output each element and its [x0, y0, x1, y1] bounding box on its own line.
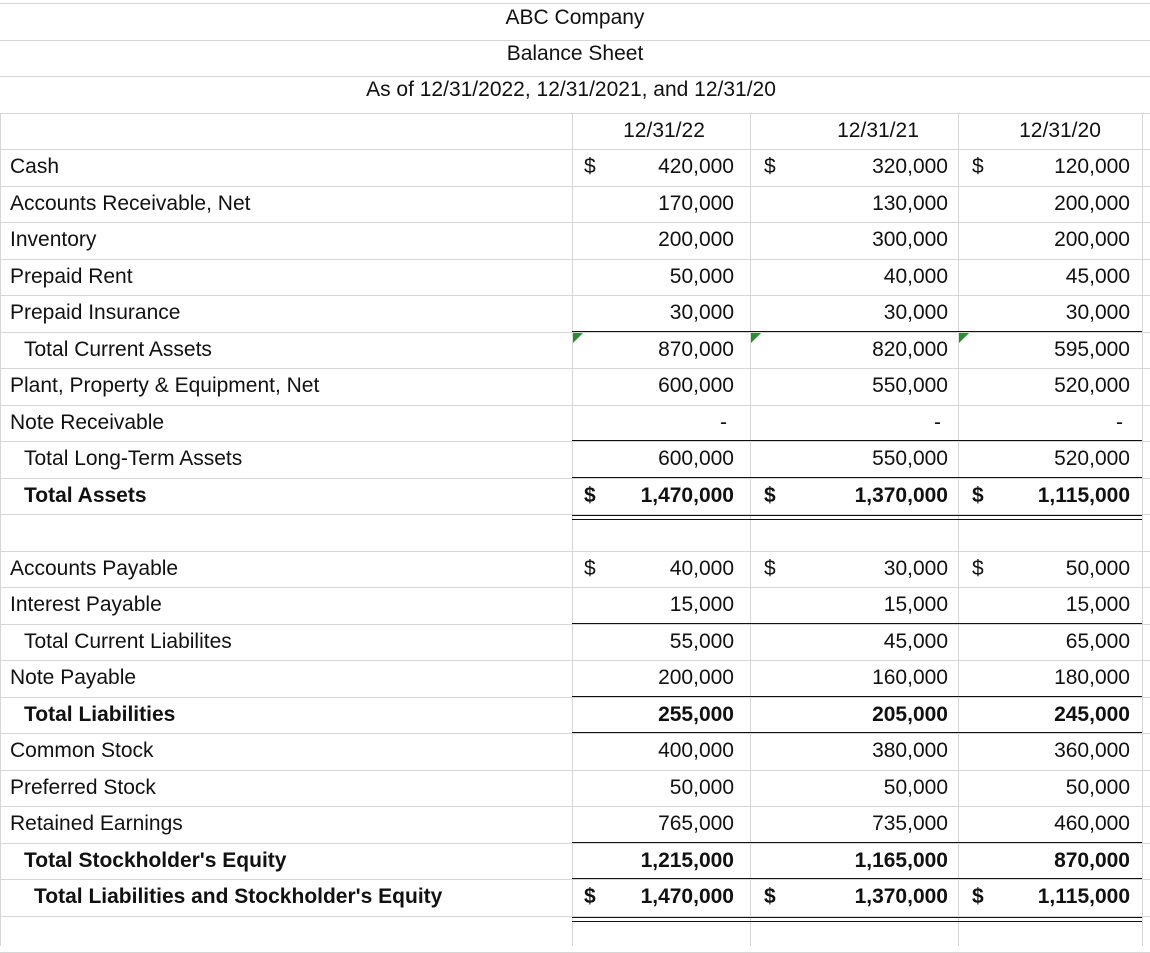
dollar-sign: $: [764, 484, 776, 507]
amount-cell: 180,000: [1054, 666, 1130, 689]
amount-cell: 1,370,000: [854, 885, 948, 908]
amount-cell: 550,000: [872, 447, 948, 470]
amount-cell: 420,000: [658, 155, 734, 178]
dollar-sign: $: [584, 557, 596, 580]
total-rule: [750, 732, 958, 733]
row-label: Preferred Stock: [10, 776, 156, 799]
total-rule: [958, 732, 1142, 733]
dollar-sign: $: [972, 155, 984, 178]
amount-cell: -: [720, 411, 727, 434]
amount-cell: 160,000: [872, 666, 948, 689]
row-label: Accounts Payable: [10, 557, 179, 580]
total-rule: [958, 623, 1142, 624]
row-label: Total Current Assets: [24, 338, 212, 361]
grand-total-rule: [958, 515, 1142, 520]
row-label: Total Stockholder's Equity: [24, 849, 287, 872]
total-rule: [958, 331, 1142, 332]
grid-row-line: [0, 3, 1150, 4]
amount-cell: 1,115,000: [1037, 484, 1130, 507]
total-rule: [572, 623, 750, 624]
dollar-sign: $: [584, 885, 596, 908]
total-rule: [750, 440, 958, 441]
amount-cell: 15,000: [669, 593, 734, 616]
amount-cell: 820,000: [872, 338, 948, 361]
total-rule: [958, 696, 1142, 697]
amount-cell: 870,000: [1054, 849, 1130, 872]
amount-cell: 300,000: [872, 228, 948, 251]
amount-cell: 200,000: [1054, 228, 1130, 251]
grand-total-rule: [958, 917, 1142, 922]
amount-cell: 205,000: [872, 703, 948, 726]
amount-cell: 15,000: [1065, 593, 1130, 616]
amount-cell: 870,000: [658, 338, 734, 361]
grid-col-line: [0, 113, 1, 946]
amount-cell: 50,000: [883, 776, 948, 799]
amount-cell: 200,000: [658, 666, 734, 689]
amount-cell: 245,000: [1054, 703, 1130, 726]
grid-col-line: [750, 113, 751, 946]
amount-cell: 200,000: [1054, 192, 1130, 215]
statement-title: Balance Sheet: [506, 42, 644, 65]
total-rule: [750, 623, 958, 624]
total-rule: [572, 440, 750, 441]
total-rule: [958, 878, 1142, 879]
amount-cell: 320,000: [872, 155, 948, 178]
dollar-sign: $: [972, 557, 984, 580]
amount-cell: 1,470,000: [640, 885, 734, 908]
amount-cell: 1,470,000: [640, 484, 734, 507]
row-label: Plant, Property & Equipment, Net: [10, 374, 320, 397]
amount-cell: 40,000: [669, 557, 734, 580]
amount-cell: 40,000: [883, 265, 948, 288]
grand-total-rule: [572, 515, 750, 520]
total-rule: [750, 696, 958, 697]
amount-cell: 520,000: [1054, 447, 1130, 470]
total-rule: [572, 842, 750, 843]
amount-cell: 1,215,000: [640, 849, 734, 872]
amount-cell: 1,370,000: [854, 484, 948, 507]
amount-cell: 595,000: [1054, 338, 1130, 361]
amount-cell: 255,000: [658, 703, 734, 726]
total-rule: [958, 842, 1142, 843]
amount-cell: 30,000: [883, 301, 948, 324]
amount-cell: 765,000: [658, 812, 734, 835]
amount-cell: 50,000: [1065, 557, 1130, 580]
total-rule: [572, 878, 750, 879]
amount-cell: 600,000: [658, 374, 734, 397]
dollar-sign: $: [764, 557, 776, 580]
row-label: Total Long-Term Assets: [24, 447, 243, 470]
row-label: Note Payable: [10, 666, 137, 689]
amount-cell: 30,000: [883, 557, 948, 580]
grand-total-rule: [572, 917, 750, 922]
company-name: ABC Company: [505, 6, 645, 29]
total-rule: [750, 878, 958, 879]
total-rule: [750, 331, 958, 332]
amount-cell: 380,000: [872, 739, 948, 762]
column-header-3: 12/31/20: [1019, 119, 1101, 142]
amount-cell: 170,000: [658, 192, 734, 215]
grid-row-line: [0, 40, 1150, 41]
row-label: Inventory: [10, 228, 97, 251]
dollar-sign: $: [764, 155, 776, 178]
grand-total-rule: [750, 515, 958, 520]
row-label: Retained Earnings: [10, 812, 183, 835]
row-label: Accounts Receivable, Net: [10, 192, 251, 215]
amount-cell: 130,000: [872, 192, 948, 215]
amount-cell: 45,000: [883, 630, 948, 653]
as-of-date: As of 12/31/2022, 12/31/2021, and 12/31/20: [366, 78, 776, 101]
row-label: Note Receivable: [10, 411, 165, 434]
grand-total-rule: [750, 917, 958, 922]
amount-cell: 50,000: [1065, 776, 1130, 799]
amount-cell: 15,000: [883, 593, 948, 616]
amount-cell: 30,000: [669, 301, 734, 324]
row-label: Prepaid Rent: [10, 265, 133, 288]
amount-cell: 55,000: [669, 630, 734, 653]
dollar-sign: $: [972, 484, 984, 507]
formula-indicator-icon: [959, 333, 969, 343]
formula-indicator-icon: [751, 333, 761, 343]
total-rule: [958, 477, 1142, 478]
amount-cell: 600,000: [658, 447, 734, 470]
column-header-1: 12/31/22: [623, 119, 705, 142]
formula-indicator-icon: [573, 333, 583, 343]
row-label: Common Stock: [10, 739, 154, 762]
amount-cell: 200,000: [658, 228, 734, 251]
dollar-sign: $: [584, 484, 596, 507]
total-rule: [572, 477, 750, 478]
row-label: Prepaid Insurance: [10, 301, 181, 324]
row-label: Total Liabilities and Stockholder's Equity: [34, 885, 443, 908]
amount-cell: -: [934, 411, 941, 434]
amount-cell: 50,000: [669, 265, 734, 288]
total-rule: [572, 696, 750, 697]
amount-cell: 520,000: [1054, 374, 1130, 397]
dollar-sign: $: [972, 885, 984, 908]
row-label: Cash: [10, 155, 60, 178]
grid-row-line: [0, 76, 1150, 77]
amount-cell: -: [1116, 411, 1123, 434]
amount-cell: 45,000: [1065, 265, 1130, 288]
row-label: Interest Payable: [10, 593, 162, 616]
amount-cell: 120,000: [1054, 155, 1130, 178]
amount-cell: 1,115,000: [1037, 885, 1130, 908]
grid-col-line: [1142, 113, 1143, 946]
dollar-sign: $: [584, 155, 596, 178]
total-rule: [958, 440, 1142, 441]
amount-cell: 400,000: [658, 739, 734, 762]
total-rule: [572, 732, 750, 733]
amount-cell: 65,000: [1065, 630, 1130, 653]
column-header-2: 12/31/21: [837, 119, 919, 142]
total-rule: [572, 331, 750, 332]
amount-cell: 460,000: [1054, 812, 1130, 835]
amount-cell: 50,000: [669, 776, 734, 799]
amount-cell: 550,000: [872, 374, 948, 397]
grid-col-line: [958, 113, 959, 946]
total-rule: [750, 842, 958, 843]
amount-cell: 1,165,000: [854, 849, 948, 872]
amount-cell: 360,000: [1054, 739, 1130, 762]
amount-cell: 30,000: [1065, 301, 1130, 324]
row-label: Total Current Liabilites: [24, 630, 232, 653]
row-label: Total Liabilities: [24, 703, 176, 726]
dollar-sign: $: [764, 885, 776, 908]
grid-row-line: [0, 113, 1150, 114]
row-label: Total Assets: [24, 484, 147, 507]
total-rule: [750, 477, 958, 478]
amount-cell: 735,000: [872, 812, 948, 835]
